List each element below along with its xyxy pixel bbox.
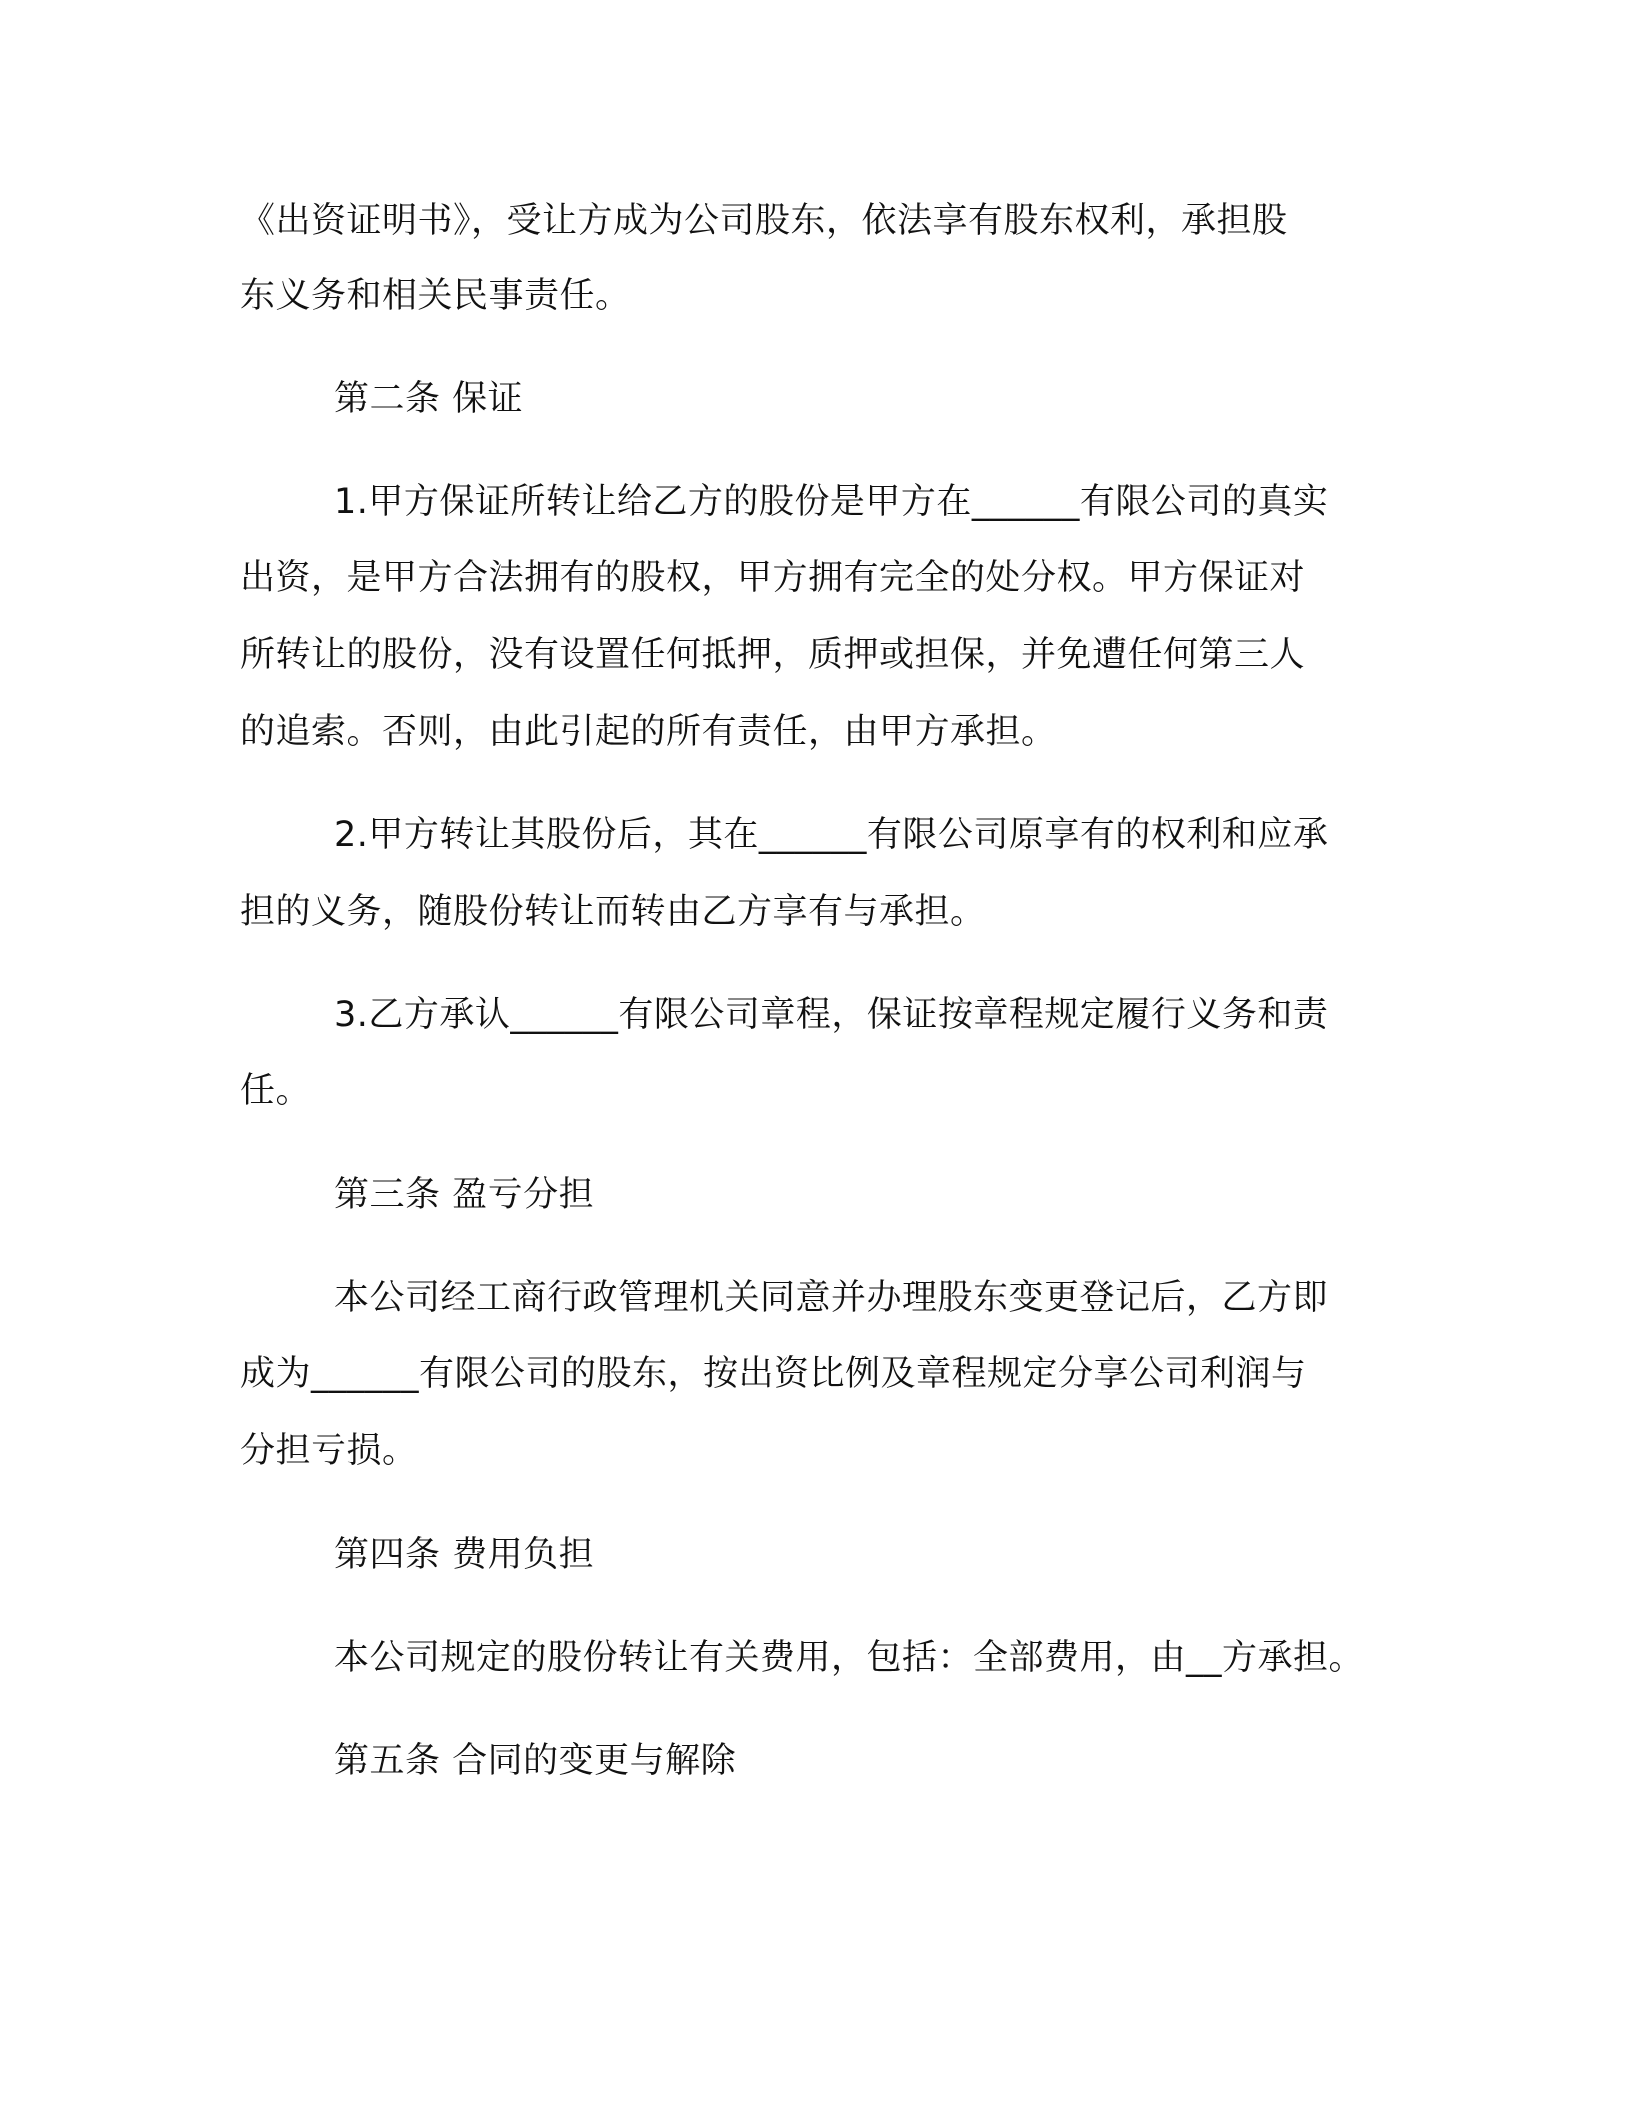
paragraph-line: 东义务和相关民事责任。 bbox=[240, 276, 631, 316]
paragraph-line: 2.甲方转让其股份后，其在______有限公司原享有的权利和应承 bbox=[334, 815, 1329, 855]
paragraph-line: 担的义务，随股份转让而转由乙方享有与承担。 bbox=[240, 892, 986, 932]
section-heading-article-2: 第二条 保证 bbox=[334, 379, 524, 419]
paragraph-line: 的追索。否则，由此引起的所有责任，由甲方承担。 bbox=[240, 712, 1057, 752]
paragraph-line: 本公司规定的股份转让有关费用，包括：全部费用，由__方承担。 bbox=[334, 1638, 1365, 1678]
paragraph-line: 1.甲方保证所转让给乙方的股份是甲方在______有限公司的真实 bbox=[334, 482, 1329, 522]
paragraph-line: 所转让的股份，没有设置任何抵押，质押或担保，并免遭任何第三人 bbox=[240, 635, 1306, 675]
paragraph-line: 任。 bbox=[240, 1071, 312, 1111]
section-heading-article-3: 第三条 盈亏分担 bbox=[334, 1175, 595, 1215]
paragraph-line: 出资，是甲方合法拥有的股权，甲方拥有完全的处分权。甲方保证对 bbox=[240, 558, 1306, 598]
paragraph-line: 《出资证明书》，受让方成为公司股东，依法享有股东权利，承担股 bbox=[240, 201, 1288, 241]
paragraph-line: 成为______有限公司的股东，按出资比例及章程规定分享公司利润与 bbox=[240, 1354, 1307, 1394]
paragraph-line: 分担亏损。 bbox=[240, 1431, 418, 1471]
section-heading-article-5: 第五条 合同的变更与解除 bbox=[334, 1741, 737, 1781]
paragraph-line: 本公司经工商行政管理机关同意并办理股东变更登记后，乙方即 bbox=[334, 1278, 1329, 1318]
paragraph-line: 3.乙方承认______有限公司章程，保证按章程规定履行义务和责 bbox=[334, 995, 1329, 1035]
section-heading-article-4: 第四条 费用负担 bbox=[334, 1535, 595, 1575]
